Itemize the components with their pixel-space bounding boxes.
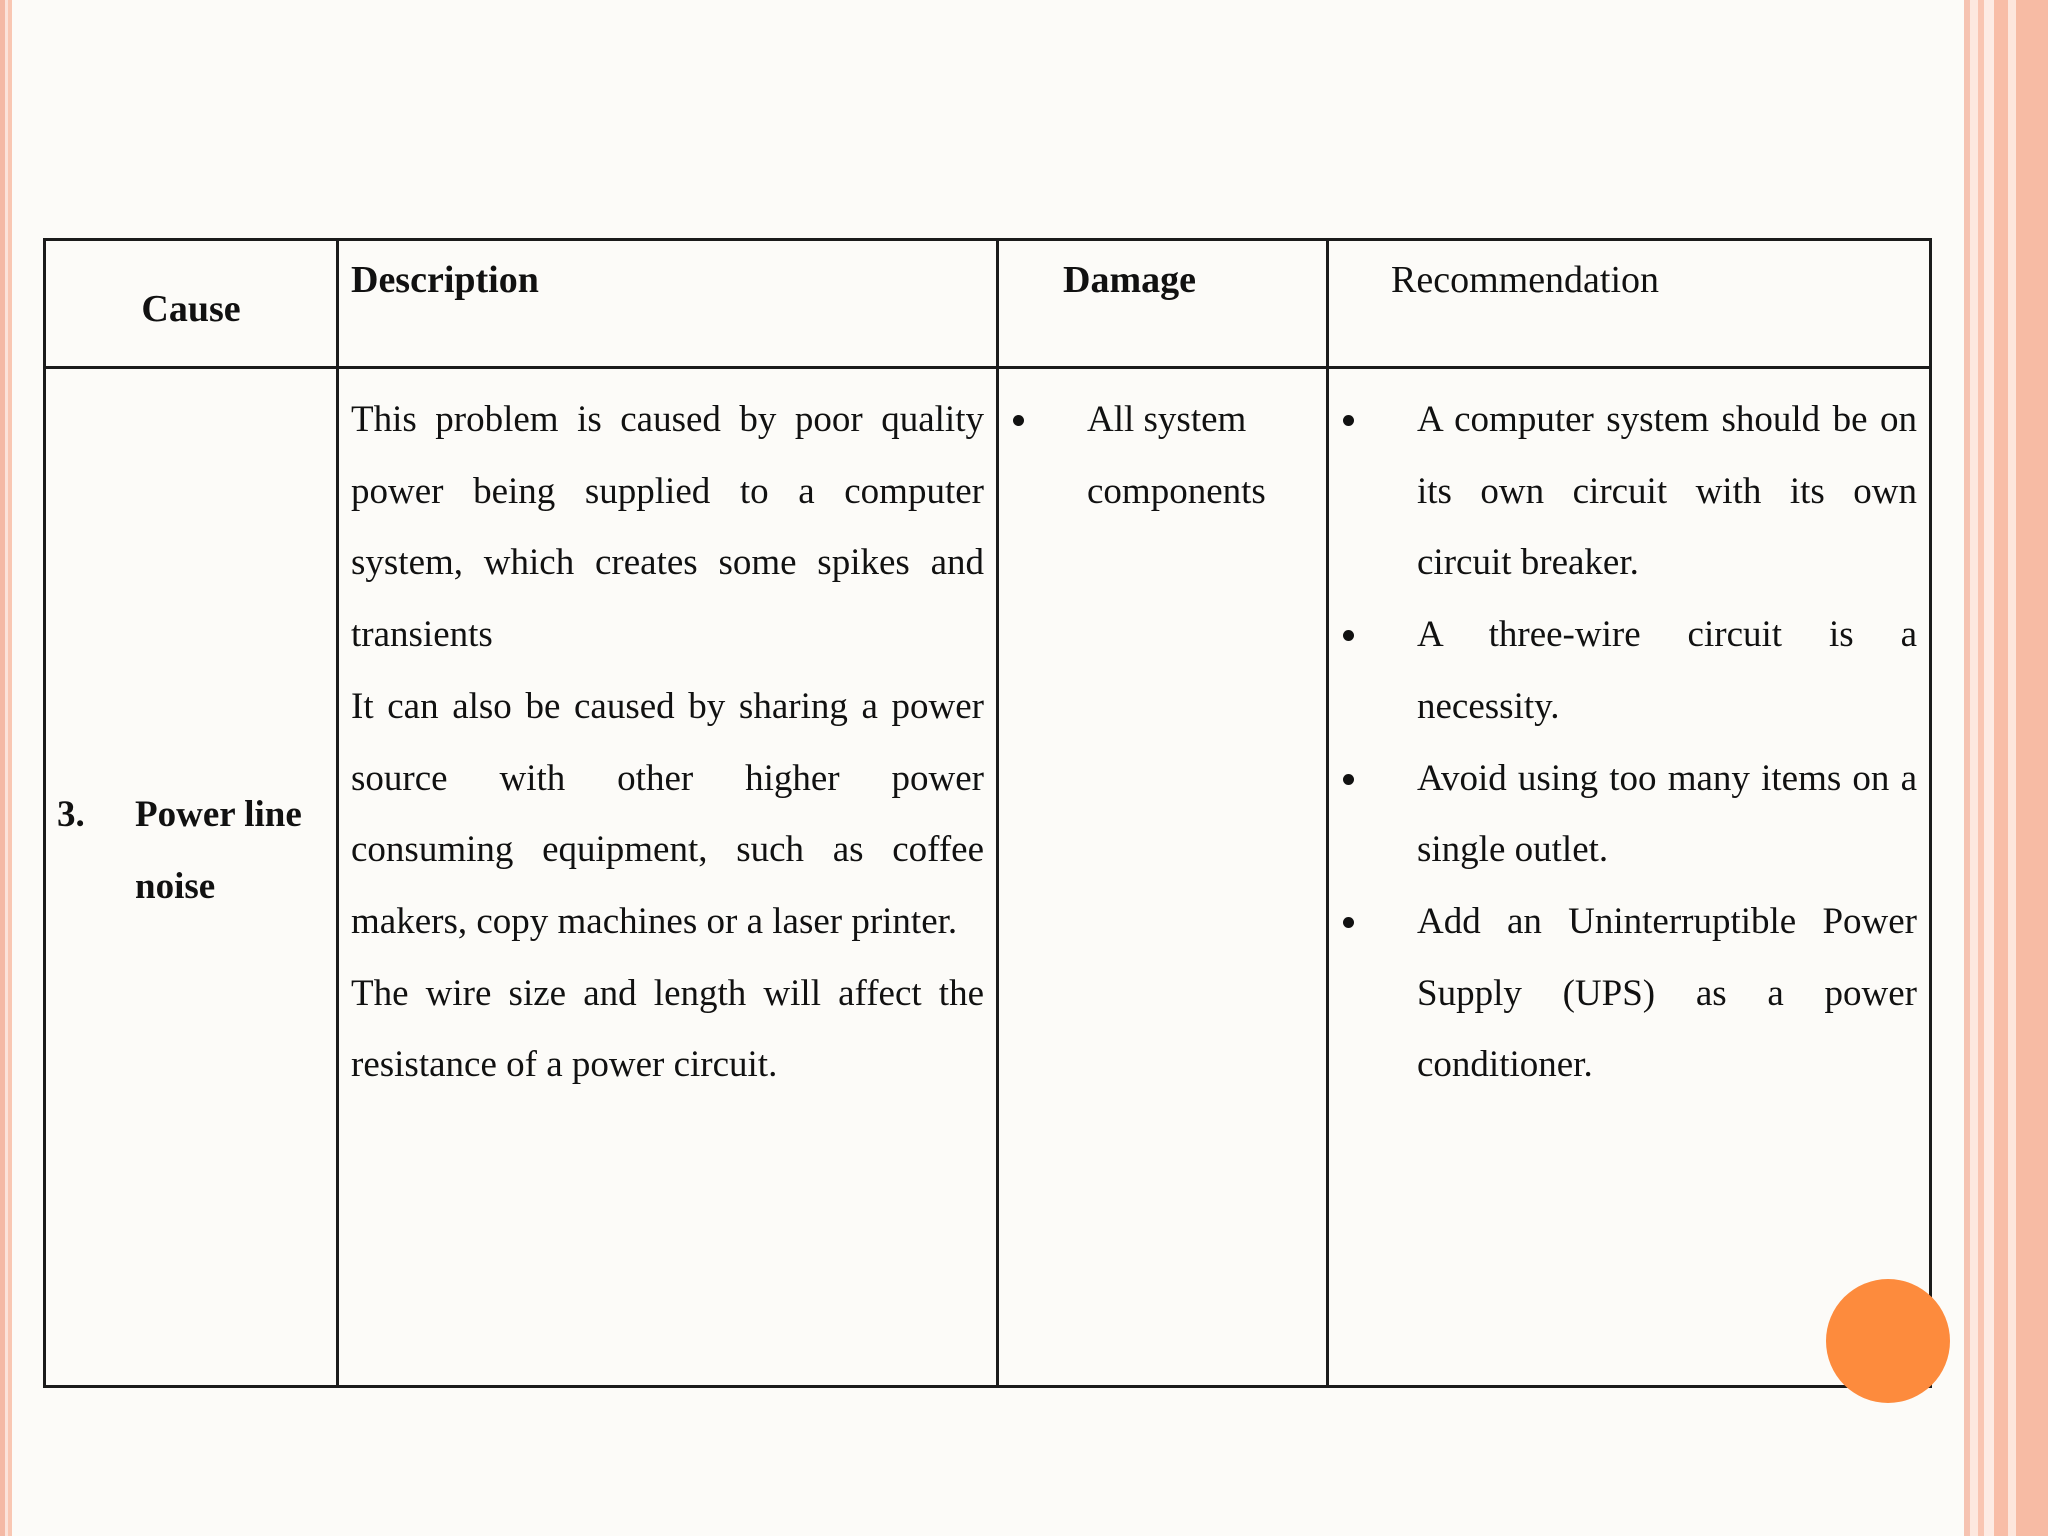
cause-table [43, 238, 1932, 1388]
recommendation-list [1329, 369, 1929, 1101]
recommendation-item-text: Add an Uninterruptible Power Supply (UPS) as a power conditioner. [1417, 900, 1917, 1086]
description-paragraph: This problem is caused by poor quality power being supplied to a computer system, which creates some spikes and transients [351, 399, 984, 656]
left-decorative-stripe [0, 0, 12, 1536]
damage-cell [998, 368, 1328, 1387]
description-cell [338, 368, 998, 1387]
right-decorative-stripes [1958, 0, 2048, 1536]
recommendation-cell [1328, 368, 1931, 1387]
list-item [1329, 743, 1917, 886]
cause-cell [45, 368, 338, 1387]
table-row [45, 368, 1931, 1387]
recommendation-item-text: A three-wire circuit is a necessity. [1417, 614, 1917, 727]
table-header-row [45, 240, 1931, 368]
header-recommendation-cell [1328, 240, 1931, 368]
header-cause-cell [45, 240, 338, 368]
damage-list [999, 369, 1326, 527]
list-item [1329, 886, 1917, 1101]
recommendation-item-text: A computer system should be on its own circuit with its own circuit breaker. [1417, 399, 1917, 584]
decorative-circle [1826, 1279, 1950, 1403]
description-paragraph: The wire size and length will affect the resistance of a power circuit. [351, 972, 984, 1086]
recommendation-item-text: Avoid using too many items on a single outlet. [1417, 757, 1917, 871]
header-recommendation: Recommendation [1391, 259, 1660, 301]
header-description-cell [338, 240, 998, 368]
header-damage-cell [998, 240, 1328, 368]
cause-number: 3. [57, 794, 85, 835]
list-item [1329, 599, 1917, 742]
damage-item-text: All system components [1087, 399, 1266, 512]
header-cause: Cause [141, 288, 241, 330]
cause-label: Power line noise [135, 794, 302, 907]
header-description: Description [351, 259, 539, 301]
header-damage: Damage [1063, 259, 1196, 301]
list-item [999, 384, 1314, 527]
description-paragraph: It can also be caused by sharing a power source with other higher power consuming equipment, such as coffee makers, copy machines or a laser printer. [351, 685, 984, 942]
list-item [1329, 384, 1917, 599]
